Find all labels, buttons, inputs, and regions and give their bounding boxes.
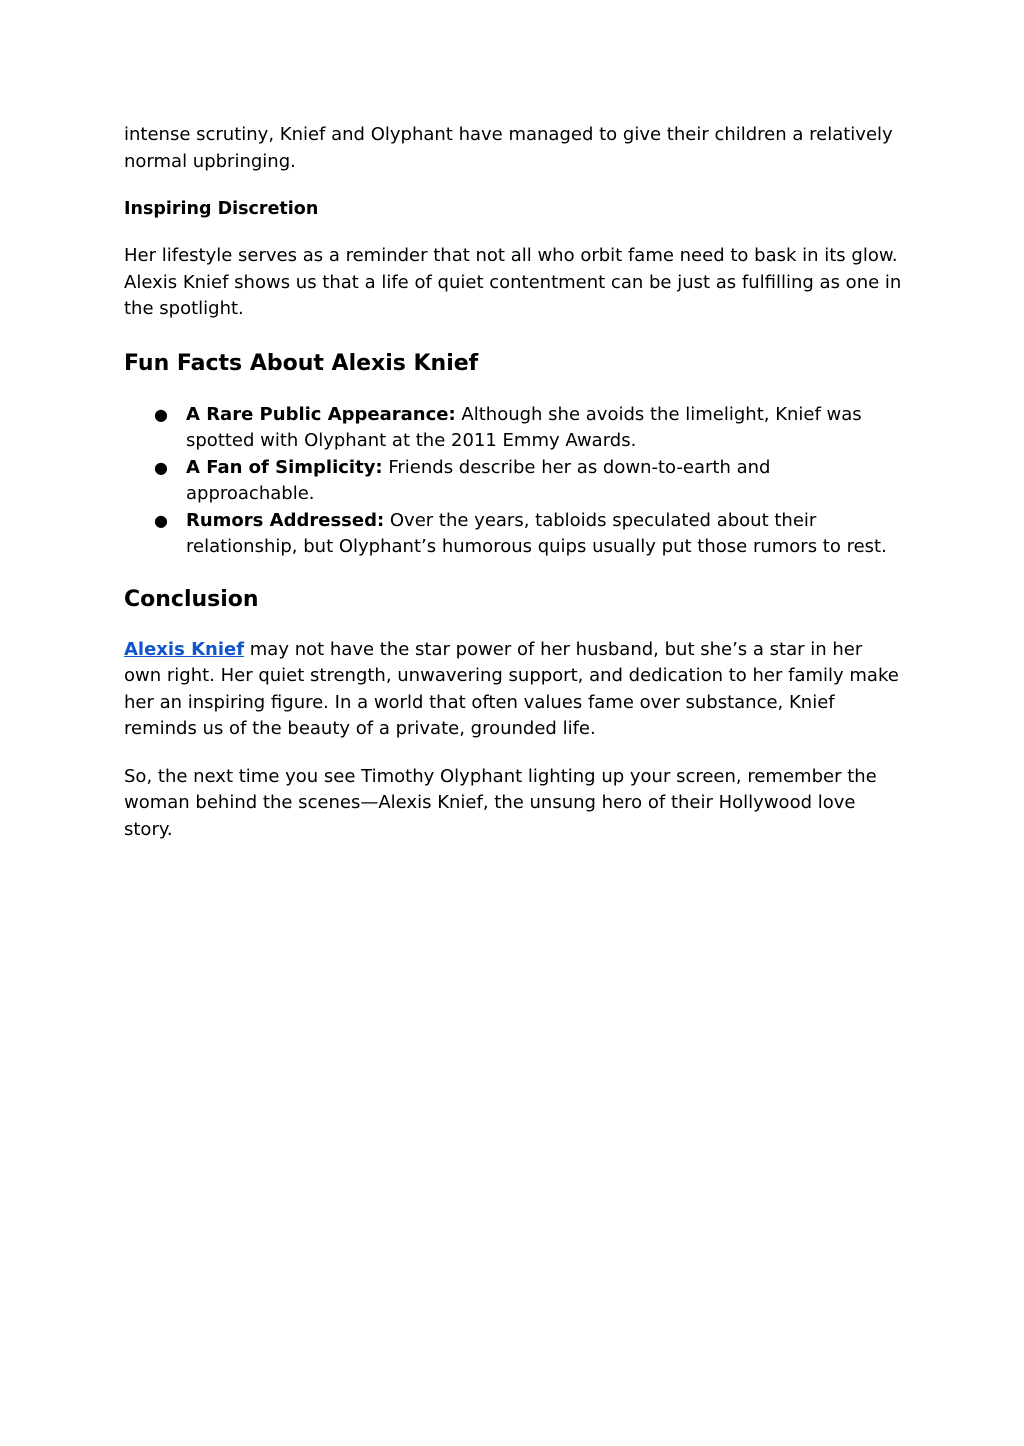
bullet-icon: ● xyxy=(154,404,168,424)
bullet-icon: ● xyxy=(154,457,168,477)
intro-paragraph: intense scrutiny, Knief and Olyphant have managed to give their children a relatively normal upbringing. xyxy=(124,124,893,172)
fact-text: Although she avoids the limelight, Knief was spotted with Olyphant at the 2011 Emmy Awards. xyxy=(186,403,862,451)
fact-lead: A Fan of Simplicity: xyxy=(186,456,383,478)
closing-paragraph: So, the next time you see Timothy Olyphant lighting up your screen, remember the woman behind the scenes—Alexis Knief, the unsung hero of their Hollywood love story. xyxy=(124,765,877,840)
fact-lead: A Rare Public Appearance: xyxy=(186,403,456,425)
conclusion-heading: Conclusion xyxy=(124,586,259,612)
fact-lead: Rumors Addressed: xyxy=(186,509,385,531)
fun-facts-heading: Fun Facts About Alexis Knief xyxy=(124,350,479,376)
inspiring-discretion-heading: Inspiring Discretion xyxy=(124,199,319,219)
list-item xyxy=(124,402,904,455)
list-item xyxy=(124,455,904,508)
alexis-knief-link[interactable]: Alexis Knief xyxy=(124,638,245,660)
bullet-icon: ● xyxy=(154,510,168,530)
document-page xyxy=(124,122,904,843)
fact-text: Over the years, tabloids speculated about their relationship, but Olyphant’s humorous quips usually put those rumors to rest. xyxy=(186,509,887,557)
discretion-paragraph: Her lifestyle serves as a reminder that not all who orbit fame need to bask in its glow. Alexis Knief shows us that a life of quiet contentment can be just as fulfilling as one in the spotlight. xyxy=(124,245,902,319)
fun-facts-list xyxy=(124,402,904,561)
conclusion-paragraph xyxy=(124,637,904,743)
conclusion-text: may not have the star power of her husband, but she’s a star in her own right. Her quiet strength, unwavering support, and dedication to her family make her an inspiring figure. In a world that often values fame over substance, Knief reminds us of the beauty of a private, grounded life. xyxy=(124,638,899,739)
fact-text: Friends describe her as down-to-earth and approachable. xyxy=(186,456,771,504)
list-item xyxy=(124,508,904,561)
